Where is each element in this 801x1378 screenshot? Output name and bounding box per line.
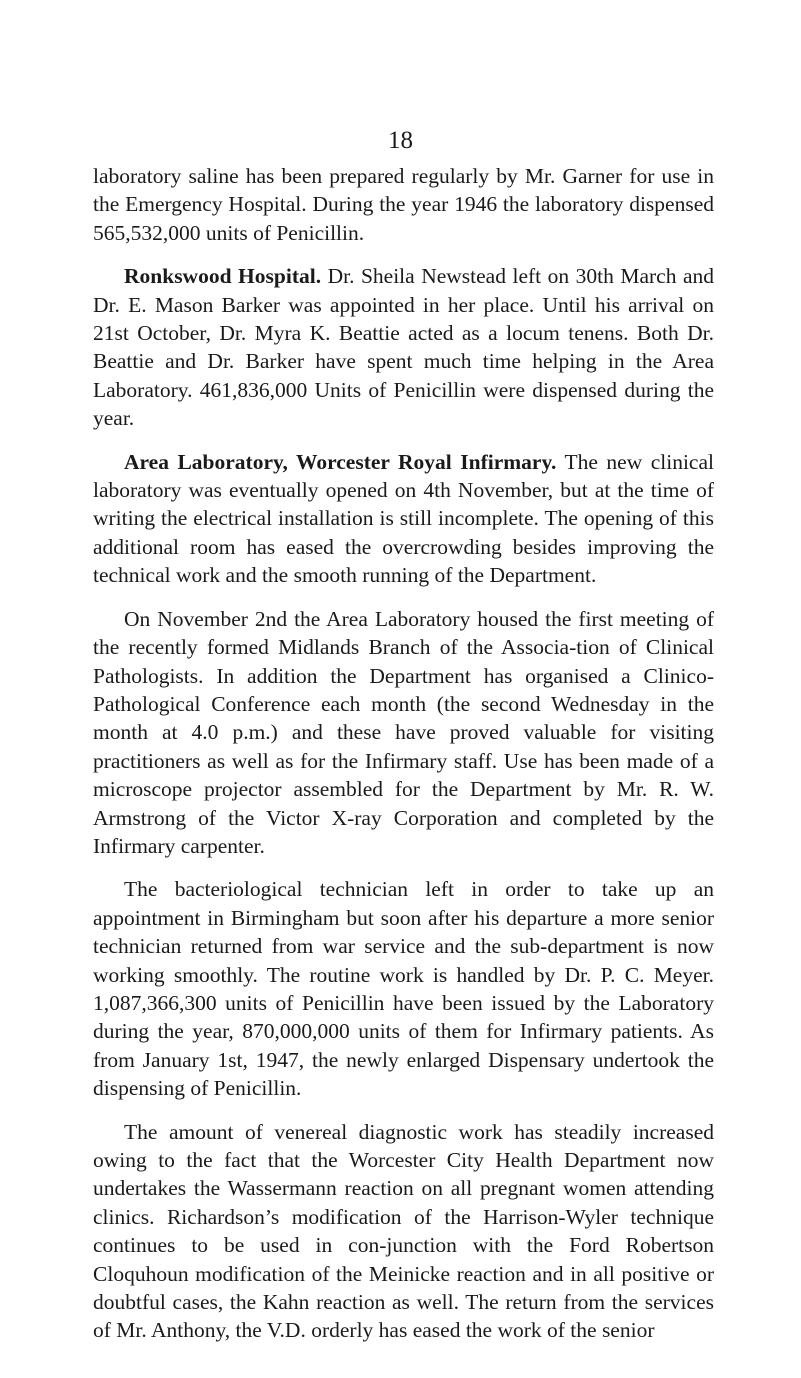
paragraph-text: The amount of venereal diagnostic work has steadily increased owing to the fact that the Worcester City Health Department now undertakes the Wassermann reaction on all pregnant women attending clinics. Richardson’s modification of the Harrison-Wyler technique continues to be used in con-junction with the Ford Robertson Cloquhoun modification of the Meinicke reaction and in all positive or doubtful cases, the Kahn reaction as well. The return from the services of Mr. Anthony, the V.D. orderly has eased the work of the senior xyxy=(93,1119,714,1343)
paragraph-ronkswood-hospital xyxy=(93,262,714,432)
paragraph-venereal-diagnostic-work xyxy=(93,1118,714,1345)
paragraph-bacteriological-technician xyxy=(93,875,714,1102)
section-heading-ronkswood-hospital: Ronkswood Hospital. xyxy=(124,264,322,289)
paragraph-text: On November 2nd the Area Laboratory housed the first meeting of the recently formed Midlands Branch of the Associa-tion of Clinical Pathologists. In addition the Department has organised a Clinico-Pathological Conference each month (the second Wednesday in the month at 4.0 p.m.) and these have proved valuable for visiting practitioners as well as for the Infirmary staff. Use has been made of a microscope projector assembled for the Department by Mr. R. W. Armstrong of the Victor X-ray Corporation and completed by the Infirmary carpenter. xyxy=(93,606,714,858)
paragraph-area-laboratory xyxy=(93,448,714,590)
paragraph-text: The bacteriological technician left in order to take up an appointment in Birmingham but soon after his departure a more senior technician returned from war service and the sub-department is now working smoothly. The routine work is handled by Dr. P. C. Meyer. 1,087,366,300 units of Penicillin have been issued by the Laboratory during the year, 870,000,000 units of them for Infirmary patients. As from January 1st, 1947, the newly enlarged Dispensary undertook the dispensing of Penicillin. xyxy=(93,877,714,1101)
paragraph-text: The new clinical laboratory was eventually opened on 4th November, but at the time of writing the electrical installation is still incomplete. The opening of this additional room has eased the overcrowding besides improving the technical work and the smooth running of the Department. xyxy=(93,449,714,588)
paragraph-laboratory-saline xyxy=(93,162,714,247)
paragraph-text: Dr. Sheila Newstead left on 30th March and Dr. E. Mason Barker was appointed in her place. Until his arrival on 21st October, Dr. Myra K. Beattie acted as a locum tenens. Both Dr. Beattie and Dr. Barker have spent much time helping in the Area Laboratory. 461,836,000 Units of Penicillin were dispensed during the year. xyxy=(93,264,714,431)
section-heading-area-laboratory: Area Laboratory, Worcester Royal Infirmary. xyxy=(124,449,557,474)
body-text xyxy=(93,162,714,1345)
paragraph-text: laboratory saline has been prepared regularly by Mr. Garner for use in the Emergency Hospital. During the year 1946 the laboratory dispensed 565,532,000 units of Penicillin. xyxy=(93,164,714,245)
page-number: 18 xyxy=(388,127,413,154)
paragraph-clinical-pathologists-meeting xyxy=(93,605,714,861)
